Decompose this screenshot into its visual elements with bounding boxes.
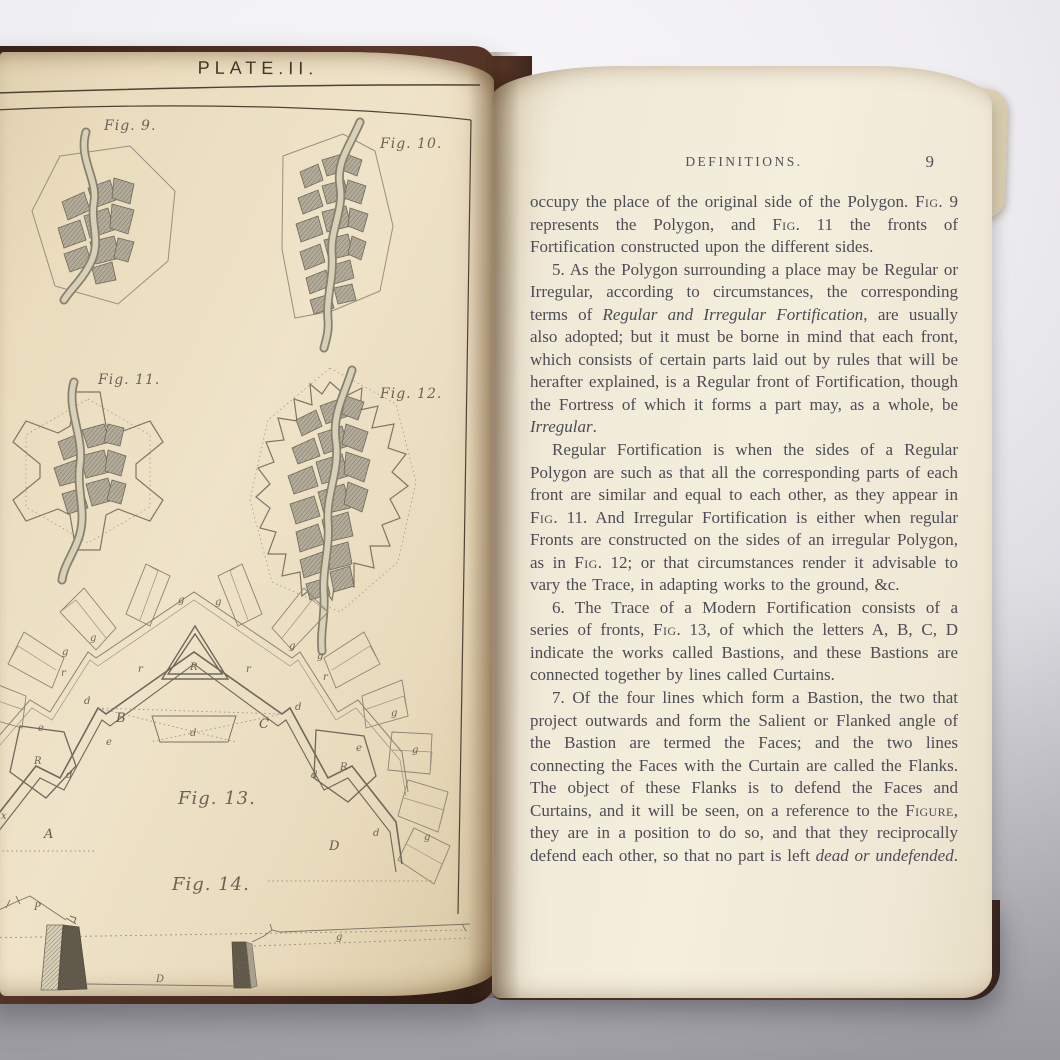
fig13-letter-r: r [323,672,328,683]
figure-9-label: Fig. 9. [104,118,157,134]
fig13-letter-e: e [356,743,362,754]
figure-10 [282,122,442,348]
fig13-letter-g: g [178,595,185,606]
fig13-letter-g: g [90,633,97,644]
paragraph-continuation: occupy the place of the original side of the Polygon. Fig. 9 represents the Polygon, and Fig. 11 the fronts of Fortification constructed upon the different sides. [530,192,958,257]
fig13-letter-g: g [424,832,431,843]
fig13-letter-g: g [412,745,419,756]
fig14-glacis-crest [252,924,470,942]
fig13-letter-g: g [391,708,398,719]
fig13-letter-d: d [373,828,380,839]
fig13-letter-r: r [61,668,66,679]
fig13-letter-d: d [66,770,73,781]
fig13-rampart-outer [0,652,402,864]
fig13-letter-r: r [246,664,251,675]
figure-10-river [324,122,360,348]
figure-13 [0,564,450,884]
running-head [530,154,958,174]
fig13-letter-g: g [317,651,324,662]
plate-title: PLATE.II. [197,57,319,79]
fig13-letter-r: r [138,664,143,675]
fig13-letter-g: g [289,641,296,652]
page-number: 9 [925,152,934,171]
fig13-letter-d: d [311,770,318,781]
fig13-letter-g: g [62,647,69,658]
fig13-letter-R: R [190,662,198,673]
fig13-letter-x: x [1,811,7,822]
figure-11-town [54,424,126,514]
figure-11 [13,372,163,580]
figure-9 [32,118,175,304]
fig13-letter-d: d [190,728,197,739]
fig13-letter-d: d [84,696,91,707]
fig14-letter-P: P [34,902,41,913]
fig13-letter-e: e [38,723,44,734]
fig13-glacis-wedges [0,564,450,884]
fig13-letter-R: R [34,756,42,767]
body-text [530,191,958,867]
figure-10-label: Fig. 10. [380,136,443,152]
paragraph-6: 6. The Trace of a Modern Fortification consists of a series of fronts, Fig. 13, of which the letters A, B, C, D indicate the works called Bastions, and these Bastions are connected together by lines called Curtains. [530,597,959,685]
fig13-letter-A: A [44,827,54,842]
fig14-letter-D: D [156,974,165,985]
text-page [492,66,992,998]
fig14-wall-flag [66,916,76,924]
fig14-parapet-line [0,896,66,920]
figure-14 [0,874,470,990]
text-block [530,154,958,867]
fig13-letter-d: d [295,702,302,713]
figure-12-label: Fig. 12. [380,386,443,402]
fig14-letter-C: C [236,962,244,973]
plate-figures [0,52,494,996]
paragraph-regular-fortification: Regular Fortification is when the sides of a Regular Polygon are such as that all the corresponding parts of each front are similar and equal to each other, as they appear in Fig. 11. And Irregular Fortification is either when regular Fronts are constructed on the sides of an irregular Polygon, as in Fig. 12; or that circumstances render it advisable to vary the Trace, in adapting works to the ground, &c. [530,440,958,595]
fig14-wall-dark [58,925,87,990]
plate-page [0,52,494,996]
fig13-letter-C: C [259,717,269,732]
figure-14-label: Fig. 14. [172,874,250,895]
figure-11-label: Fig. 11. [98,372,161,388]
fig13-letter-R: R [340,762,348,773]
fig13-letter-D: D [329,839,340,854]
figure-13-label: Fig. 13. [178,788,256,809]
figure-12 [250,368,442,651]
fig13-letter-e: e [106,737,112,748]
fig14-letter-g: g [336,932,343,943]
fig13-letter-g: g [215,597,222,608]
running-head-title: DEFINITIONS. [685,154,803,169]
fig13-letter-B: B [116,711,126,726]
paragraph-7: 7. Of the four lines which form a Bastion, the two that project outwards and form the Salient or Flanked angle of the Bastion are termed the Faces; and the two lines connecting the Faces with the Curtain are called the Flanks. The object of these Flanks is to defend the Faces and Curtains, and it will be seen, on a reference to the Figure, they are in a position to do so, and that they reciprocally defend each other, so that no part is left dead or undefended. [530,688,958,865]
paragraph-5: 5. As the Polygon surrounding a place may be Regular or Irregular, according to circumstances, the corresponding terms of Regular and Irregular Fortification, are usually also adopted; but it must be borne in mind that each front, which consists of certain parts laid out by rules that will be herafter explained, is a Regular front of Fortification, though the Fortress of which it forms a part may, as a whole, be Irregular. [530,259,958,437]
